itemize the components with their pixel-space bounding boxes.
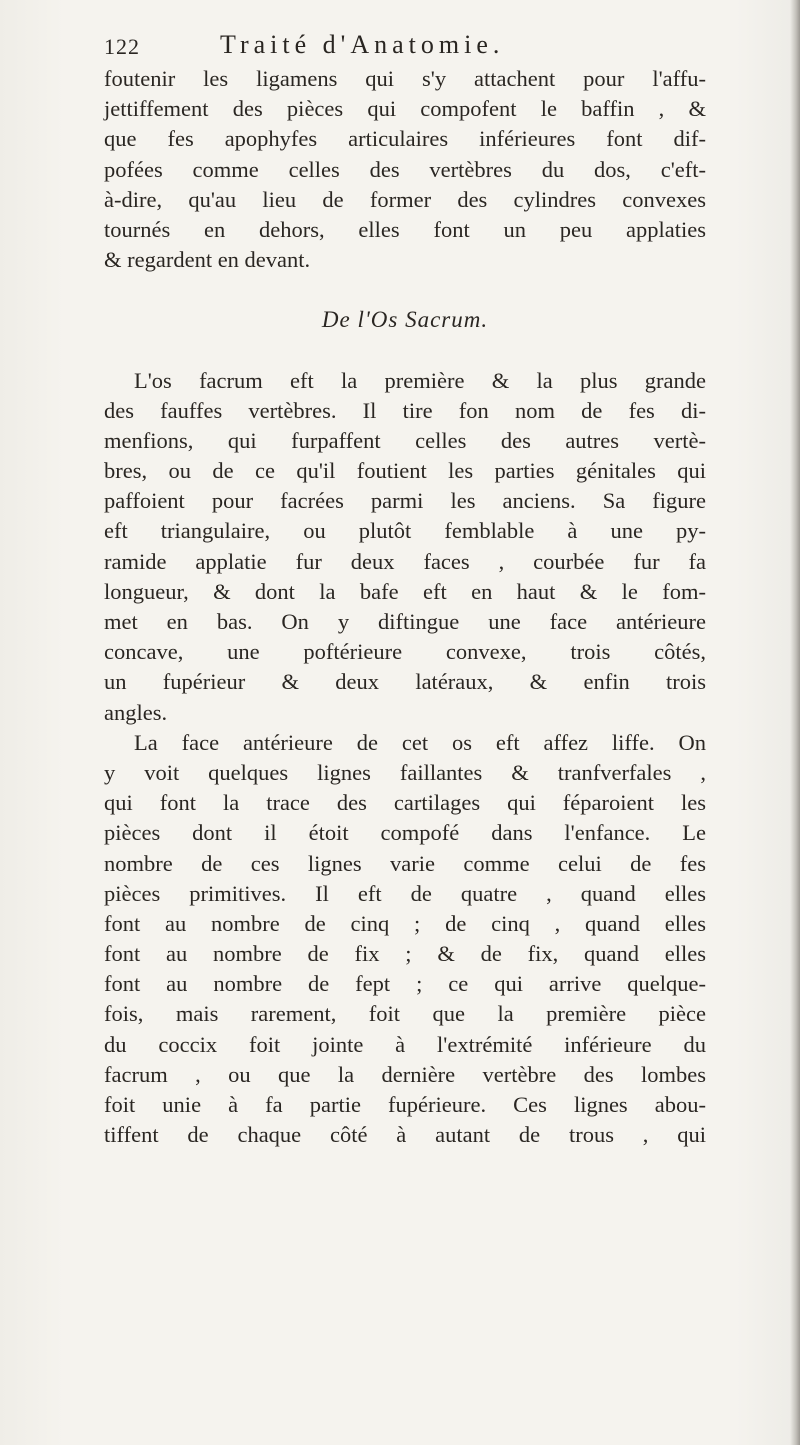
text-line: eft triangulaire, ou plutôt femblable à une py-: [104, 518, 706, 544]
text-line: & regardent en devant.: [104, 247, 311, 273]
text-line: tiffent de chaque côté à autant de trous , qui: [104, 1122, 706, 1148]
text-line: pièces dont il étoit compofé dans l'enfance. Le: [104, 820, 706, 846]
text-line: que fes apophyfes articulaires inférieures font dif-: [104, 126, 706, 152]
running-head: Traité d'Anatomie.: [220, 30, 505, 59]
text-line: des fauffes vertèbres. Il tire fon nom de fes di-: [104, 397, 706, 423]
page-number: 122: [104, 34, 140, 59]
text-line: ramide applatie fur deux faces , courbée fur fa: [104, 548, 706, 574]
text-line: L'os facrum eft la première & la plus grande: [134, 367, 706, 393]
text-line: fois, mais rarement, foit que la première pièce: [104, 1001, 706, 1027]
page-edge-shadow: [790, 0, 800, 1445]
text-line: facrum , ou que la dernière vertèbre des lombes: [104, 1061, 706, 1087]
text-line: nombre de ces lignes varie comme celui de fes: [104, 850, 706, 876]
section-heading: De l'Os Sacrum.: [321, 307, 489, 333]
paragraph-sacrum-intro: [104, 366, 706, 728]
text-line: font au nombre de fix ; & de fix, quand elles: [104, 941, 706, 967]
section-gap: [104, 336, 706, 366]
text-line: met en bas. On y diftingue une face antérieure: [104, 609, 706, 634]
text-line: angles.: [104, 699, 168, 725]
text-line: bres, ou de ce qu'il foutient les parties génitales qui: [104, 458, 706, 484]
text-line: qui font la trace des cartilages qui féparoient les: [104, 790, 706, 816]
section-gap: [104, 275, 706, 305]
paragraph-continuation: [104, 64, 706, 275]
text-line: menfions, qui furpaffent celles des autres vertè-: [104, 427, 706, 453]
text-line: foutenir les ligamens qui s'y attachent pour l'affu-: [104, 66, 706, 91]
text-line: concave, une poftérieure convexe, trois côtés,: [104, 639, 706, 665]
text-line: paffoient pour facrées parmi les anciens. Sa figure: [104, 488, 706, 514]
text-line: jettiffement des pièces qui compofent le baffin , &: [104, 96, 706, 122]
text-line: foit unie à fa partie fupérieure. Ces lignes abou-: [104, 1092, 706, 1117]
text-line: La face antérieure de cet os eft affez liffe. On: [134, 729, 706, 755]
text-line: font au nombre de fept ; ce qui arrive quelque-: [104, 971, 706, 997]
text-line: un fupérieur & deux latéraux, & enfin trois: [104, 669, 706, 695]
text-line: du coccix foit jointe à l'extrémité inférieure du: [104, 1031, 706, 1057]
text-line: à-dire, qu'au lieu de former des cylindres convexes: [104, 186, 706, 212]
page-header: [104, 30, 704, 68]
text-line: y voit quelques lignes faillantes & tranfverfales ,: [104, 759, 706, 785]
text-line: font au nombre de cinq ; de cinq , quand elles: [104, 910, 706, 936]
text-line: pièces primitives. Il eft de quatre , quand elles: [104, 880, 706, 906]
text-line: longueur, & dont la bafe eft en haut & le fom-: [104, 578, 706, 604]
body-text: [104, 64, 706, 1150]
text-line: tournés en dehors, elles font un peu applaties: [104, 216, 706, 242]
text-line: pofées comme celles des vertèbres du dos, c'eft-: [104, 156, 706, 182]
paragraph-anterior-face: [104, 728, 706, 1151]
